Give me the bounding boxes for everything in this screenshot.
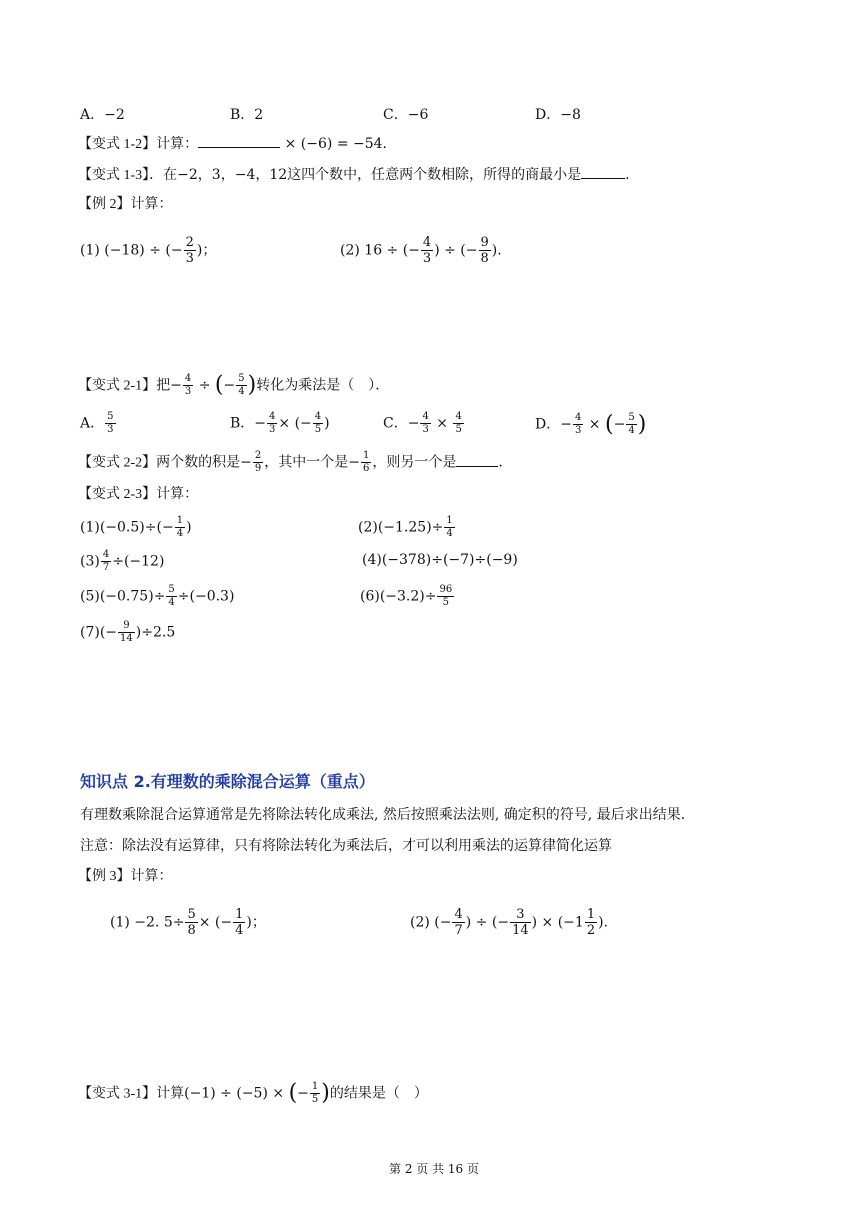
period: . [498, 454, 503, 471]
numerator: 1 [235, 907, 244, 922]
numerator: 4 [455, 411, 462, 422]
expr: ). [491, 242, 502, 259]
fraction [585, 908, 597, 937]
variant-text: 计算： [156, 136, 199, 152]
expr: ，其中一个是− [264, 454, 361, 471]
example-3-part-1 [110, 908, 266, 937]
item-4: (4)(−378)÷(−7)÷(−9) [362, 552, 518, 568]
fraction [310, 1082, 320, 1105]
fraction [233, 908, 245, 937]
numerator: 5 [187, 907, 196, 922]
fraction [452, 908, 464, 937]
fraction [444, 516, 454, 539]
numerator: 1 [311, 1081, 319, 1092]
option-label: A． [80, 415, 105, 432]
expr: ÷(−0.3) [177, 588, 235, 605]
fraction [573, 413, 583, 436]
variant-2-2 [78, 451, 503, 474]
expr: × [588, 416, 601, 433]
example-tag: 【例 2】 [78, 197, 131, 212]
option-d [535, 412, 646, 437]
variant-tag: 【变式 2-2】 [78, 455, 157, 471]
denominator: 8 [480, 251, 489, 266]
expr: ) ÷ (− [434, 242, 478, 259]
item-7 [80, 621, 175, 644]
fraction [313, 412, 323, 435]
denominator: 4 [446, 528, 453, 539]
denominator: 5 [311, 1094, 319, 1105]
option-label: B． [230, 415, 255, 432]
variant-1-2 [78, 133, 387, 155]
fraction [184, 236, 196, 265]
expr: − [254, 415, 267, 432]
expr: ) [324, 415, 330, 432]
expr: ) ÷ (− [465, 914, 510, 931]
numerator: 1 [176, 515, 184, 526]
numerator: 2 [254, 450, 262, 461]
denominator: 4 [168, 597, 175, 608]
paren: ) [247, 372, 257, 398]
expr: × [436, 415, 449, 432]
denominator: 14 [512, 923, 529, 938]
denominator: 3 [422, 424, 429, 435]
denominator: 3 [574, 425, 582, 436]
variant-tag: 【变式 2-3】 [78, 487, 157, 502]
paren: ) [321, 1080, 330, 1106]
numerator: 5 [168, 584, 175, 595]
fraction [236, 374, 246, 397]
option-label: D． [535, 416, 561, 433]
expr: × (− [198, 914, 233, 931]
expr: − [407, 415, 420, 432]
item-5 [80, 585, 234, 608]
expr: )÷2.5 [135, 624, 176, 641]
fraction [479, 236, 491, 265]
example-2-part-2 [340, 236, 502, 265]
fraction [105, 412, 115, 435]
expr: 两个数的积是− [156, 454, 252, 471]
variant-3-1 [78, 1082, 428, 1105]
page-footer: 第 2 页 共 16 页 [389, 1162, 479, 1176]
variant-2-1 [78, 374, 389, 397]
variant-2-3 [78, 484, 198, 505]
variant-tag: 【变式 2-1】 [78, 378, 157, 394]
numerator: 1 [586, 907, 596, 922]
fraction [183, 374, 193, 397]
option-b [230, 412, 330, 435]
numerator: 3 [510, 908, 531, 923]
fraction [118, 621, 135, 644]
numerator: 4 [269, 411, 276, 422]
expr: − [560, 416, 572, 433]
example-text: 计算： [130, 196, 173, 212]
expr: 转化为乘法是（ ）． [256, 377, 390, 394]
expr: ) [186, 519, 192, 536]
numerator: 9 [118, 621, 135, 633]
fraction [185, 908, 197, 937]
expr: (1) (−18) ÷ (− [80, 242, 183, 259]
numerator: 9 [480, 235, 489, 250]
numerator: 96 [439, 584, 453, 595]
answer-blank [581, 164, 625, 179]
expr: − [223, 377, 236, 394]
expr: (7)(− [80, 624, 118, 641]
numerator: 1 [446, 515, 453, 526]
denominator: 3 [184, 386, 192, 397]
expr: (2) 16 ÷ (− [340, 242, 420, 259]
expr: 的结果是（ ） [329, 1085, 428, 1102]
denominator: 5 [314, 424, 322, 435]
option-c: C．−6 [383, 107, 429, 123]
expr: − [297, 1085, 309, 1102]
variant-text: 计算： [156, 486, 199, 502]
item-1 [80, 516, 192, 539]
denominator: 14 [120, 633, 133, 644]
numerator: 4 [184, 373, 192, 384]
expr: (6)(−3.2)÷ [360, 588, 437, 605]
fraction [626, 413, 636, 436]
expr: ÷ [198, 377, 211, 394]
example-2-part-1 [80, 236, 216, 265]
expr: ). [598, 914, 609, 931]
option-b: B．2 [230, 107, 264, 123]
expr: )； [246, 914, 266, 931]
numerator: 4 [454, 907, 463, 922]
section-heading: 知识点 2.有理数的乘除混合运算（重点） [80, 772, 375, 791]
numerator: 4 [314, 411, 322, 422]
paren: ( [604, 412, 614, 437]
variant-tag: 【变式 1-2】 [78, 137, 157, 152]
paren: ( [288, 1080, 298, 1106]
fraction [267, 412, 277, 435]
denominator: 4 [235, 923, 244, 938]
denominator: 6 [363, 463, 370, 474]
expr: ，则另一个是 [372, 454, 457, 471]
numerator: 4 [102, 549, 110, 560]
option-d: D．−8 [535, 107, 581, 123]
numerator: 1 [363, 450, 370, 461]
numerator: 5 [107, 411, 114, 422]
expr: (3) [80, 553, 100, 570]
example-tag: 【例 3】 [78, 869, 131, 884]
answer-blank [198, 133, 280, 148]
numerator: 4 [422, 235, 432, 250]
denominator: 3 [422, 251, 432, 266]
denominator: 5 [442, 597, 450, 608]
item-3 [80, 550, 164, 573]
expr: )； [196, 242, 217, 259]
fraction [253, 451, 263, 474]
expr: − [613, 416, 626, 433]
item-2 [358, 516, 456, 539]
expr: ÷(−12) [112, 553, 165, 570]
expr: (1)(−0.5)÷(− [80, 519, 174, 536]
fraction [361, 451, 371, 474]
denominator: 3 [107, 424, 114, 435]
option-label: C． [383, 415, 408, 432]
denominator: 3 [269, 424, 276, 435]
example-text: 计算： [130, 868, 173, 884]
example-2 [78, 194, 173, 215]
period: . [625, 167, 630, 183]
variant-1-3 [78, 164, 630, 186]
fraction [101, 550, 111, 573]
expr: 计算(−1) ÷ (−5) × [156, 1085, 285, 1102]
expr: (5)(−0.75)÷ [80, 588, 166, 605]
expr: ) × (−1 [531, 914, 584, 931]
denominator: 4 [238, 386, 245, 397]
expr: (1) −2. 5÷ [110, 914, 185, 931]
denominator: 5 [455, 424, 462, 435]
example-3 [78, 866, 173, 887]
variant-text: ．在−2，3，−4，12这四个数中，任意两个数相除，所得的商最小是 [149, 167, 582, 183]
denominator: 3 [185, 251, 194, 266]
expr: (2)(−1.25)÷ [358, 519, 444, 536]
variant-tag: 【变式 3-1】 [78, 1086, 157, 1102]
expr: 把− [156, 377, 182, 394]
expr: (2) (− [410, 914, 452, 931]
numerator: 2 [185, 235, 194, 250]
numerator: 4 [574, 412, 582, 423]
variant-tag: 【变式 1-3】 [78, 168, 150, 183]
fraction [420, 412, 430, 435]
numerator: 4 [422, 411, 429, 422]
section-paragraph-1: 有理数乘除混合运算通常是先将除法转化成乘法, 然后按照乘法法则, 确定积的符号, 最后求出结果. [80, 807, 686, 823]
paren: ) [637, 412, 647, 437]
fraction [437, 585, 454, 608]
section-paragraph-2: 注意：除法没有运算律，只有将除法转化为乘法后，才可以利用乘法的运算律简化运算 [80, 838, 612, 854]
fraction [510, 908, 531, 937]
option-c [383, 412, 465, 435]
denominator: 7 [102, 562, 110, 573]
variant-text: × (−6) = −54. [284, 136, 387, 152]
denominator: 9 [254, 463, 262, 474]
denominator: 2 [586, 923, 596, 938]
numerator: 5 [238, 373, 245, 384]
expr: × (− [278, 415, 312, 432]
denominator: 4 [628, 425, 635, 436]
denominator: 4 [176, 528, 184, 539]
denominator: 7 [454, 923, 463, 938]
fraction [175, 516, 185, 539]
fraction [453, 412, 463, 435]
fraction [166, 585, 176, 608]
example-3-part-2 [410, 908, 608, 937]
denominator: 8 [187, 923, 196, 938]
answer-blank [456, 452, 498, 467]
option-a [80, 412, 117, 435]
item-6 [360, 585, 455, 608]
option-a: A．−2 [80, 107, 125, 123]
fraction [421, 236, 433, 265]
numerator: 5 [628, 412, 635, 423]
paren: ( [214, 372, 224, 398]
